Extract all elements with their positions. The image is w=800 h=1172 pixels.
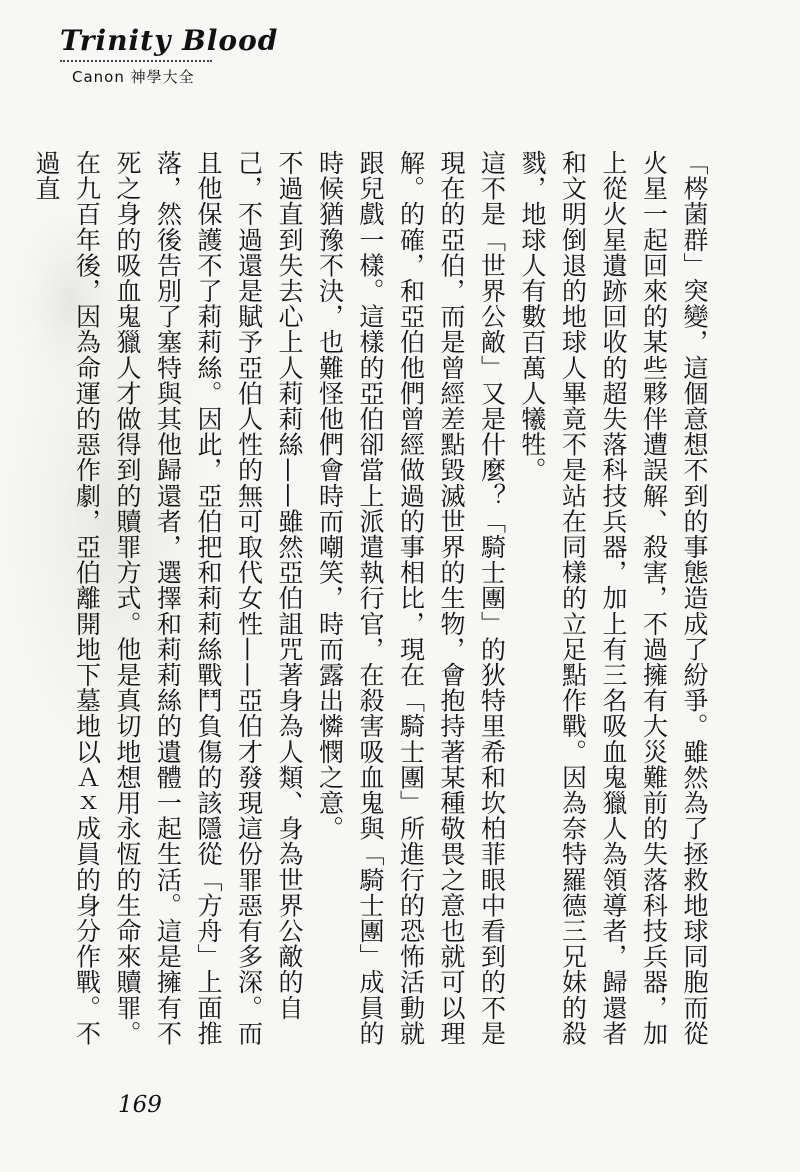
page-number: 169 <box>118 1092 162 1118</box>
paragraph-2: 這不是「世界公敵」又是什麼？「騎士團」的狄特里希和坎柏菲眼中看到的不是現在的亞伯，而是曾經差點毀滅世界的生物，會抱持著某種敬畏之意也就可以理解。的確，和亞伯他們曾經做過的事相比，現在「騎士團」所進行的恐怖活動就跟兒戲一樣。這樣的亞伯卻當上派遣執行官，在殺害吸血鬼與「騎士團」成員的時候猶豫不決，也難怪他們會時而嘲笑，時而露出憐憫之意。 <box>315 150 507 1046</box>
series-logo: Trinity Blood <box>60 24 279 57</box>
paragraph-1: 「梣菌群」突變，這個意想不到的事態造成了紛爭。雖然為了拯救地球同胞而從火星一起回來的某些夥伴遭誤解、殺害，不過擁有大災難前的失落科技兵器，加上從火星遺跡回收的超失落科技兵器，加上有三名吸血鬼獵人為領導者，歸還者和文明倒退的地球人畢竟不是站在同樣的立足點作戰。因為奈特羅德三兄妹的殺戮，地球人有數百萬人犧牲。 <box>518 150 709 1046</box>
vertical-body-text <box>26 150 715 1070</box>
book-subtitle: Canon 神學大全 <box>72 68 195 86</box>
paragraph-3: 不過直到失去心上人莉莉絲——雖然亞伯詛咒著身為人類、身為世界公敵的自己，不過還是賦予亞伯人性的無可取代女性——亞伯才發現這份罪惡有多深。而且他保護不了莉莉絲。因此，亞伯把和莉莉絲戰鬥負傷的該隱從「方舟」上面推落，然後告別了塞特與其他歸還者，選擇和莉莉絲的遺體一起生活。這是擁有不死之身的吸血鬼獵人才做得到的贖罪方式。他是真切地想用永恆的生命來贖罪。 <box>113 150 304 1046</box>
paragraph-4: 在九百年後，因為命運的惡作劇，亞伯離開地下墓地以Ａｘ成員的身分作戰。不過直 <box>32 150 102 1046</box>
header-dotted-rule <box>60 60 212 62</box>
book-header <box>60 24 278 58</box>
